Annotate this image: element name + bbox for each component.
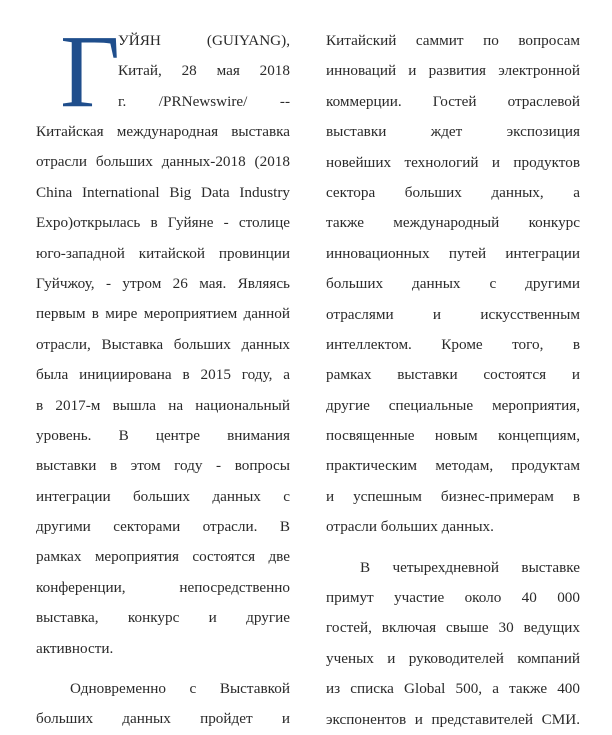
text-line: активности.	[36, 639, 114, 657]
text-line: конференции, непосредственно	[36, 578, 290, 596]
paragraph-gap	[36, 664, 290, 674]
paragraph-2-continued	[326, 26, 580, 543]
text-line: отраслями и искусственным	[326, 305, 580, 323]
text-line: новейших технологий и продуктов	[326, 153, 580, 171]
text-line: сектора больших данных, а	[326, 183, 580, 201]
text-line: China International Big Data Industry	[36, 183, 290, 201]
text-line: примут участие около 40 000	[326, 589, 580, 607]
text-line: также международный конкурс	[326, 214, 580, 232]
text-line: отрасли больших данных.	[326, 518, 494, 536]
paragraph-3	[326, 553, 580, 735]
text-line: Китай, 28 мая 2018	[118, 62, 290, 80]
text-line: другими секторами отрасли. В	[36, 518, 290, 536]
text-line: и успешным бизнес-примерам в	[326, 487, 580, 505]
text-line: Expo)открылась в Гуйяне - столице	[36, 214, 290, 232]
text-line: интеграции больших данных с	[36, 487, 290, 505]
text-line: юго-западной китайской провинции	[36, 244, 290, 262]
text-line: больших данных пройдет и	[36, 710, 290, 728]
text-line: из списка Global 500, а также 400	[326, 680, 580, 698]
text-line: коммерции. Гостей отраслевой	[326, 92, 580, 110]
text-line: отрасли, Выставка больших данных	[36, 335, 290, 353]
text-line: г. /PRNewswire/ --	[118, 92, 290, 110]
text-line: Гуйчжоу, - утром 26 мая. Являясь	[36, 274, 290, 292]
text-line: рамках выставки состоятся и	[326, 366, 580, 384]
paragraph-2	[36, 674, 290, 735]
text-line: Китайская международная выставка	[36, 123, 290, 140]
text-line: первым в мире мероприятием данной	[36, 305, 290, 323]
dropcap-lines	[118, 26, 290, 117]
paragraph-1	[36, 117, 290, 664]
text-line: интеллектом. Кроме того, в	[326, 335, 580, 353]
text-line: Одновременно с Выставкой	[70, 680, 290, 698]
text-line: выставки в этом году - вопросы	[36, 457, 290, 475]
text-line: практическим методам, продуктам	[326, 457, 580, 475]
dropcap-block	[36, 14, 290, 129]
text-line: больших данных с другими	[326, 275, 580, 293]
text-line: отрасли больших данных-2018 (2018	[36, 153, 290, 171]
right-column	[326, 26, 580, 735]
text-line: другие специальные мероприятия,	[326, 396, 580, 414]
text-line: гостей, включая свыше 30 ведущих	[326, 619, 580, 637]
text-line: экспонентов и представителей СМИ.	[326, 710, 580, 728]
text-line: В четырехдневной выставке	[360, 558, 580, 576]
text-line: ученых и руководителей компаний	[326, 649, 580, 667]
text-line: УЙЯН (GUIYANG),	[118, 32, 290, 49]
text-line: рамках мероприятия состоятся две	[36, 548, 290, 566]
text-line: выставка, конкурс и другие	[36, 609, 290, 627]
text-line: была инициирована в 2015 году, а	[36, 366, 290, 384]
text-line: выставки ждет экспозиция	[326, 123, 580, 141]
text-line: Китайский саммит по вопросам	[326, 32, 580, 49]
text-line: посвященные новым концепциям,	[326, 427, 580, 445]
text-line: инновационных путей интеграции	[326, 244, 580, 262]
text-line: инноваций и развития электронной	[326, 62, 580, 80]
left-column	[36, 14, 290, 735]
text-line: уровень. В центре внимания	[36, 426, 290, 444]
text-line: в 2017-м вышла на национальный	[36, 396, 290, 414]
drop-cap: Г	[60, 14, 121, 129]
paragraph-gap	[326, 543, 580, 553]
